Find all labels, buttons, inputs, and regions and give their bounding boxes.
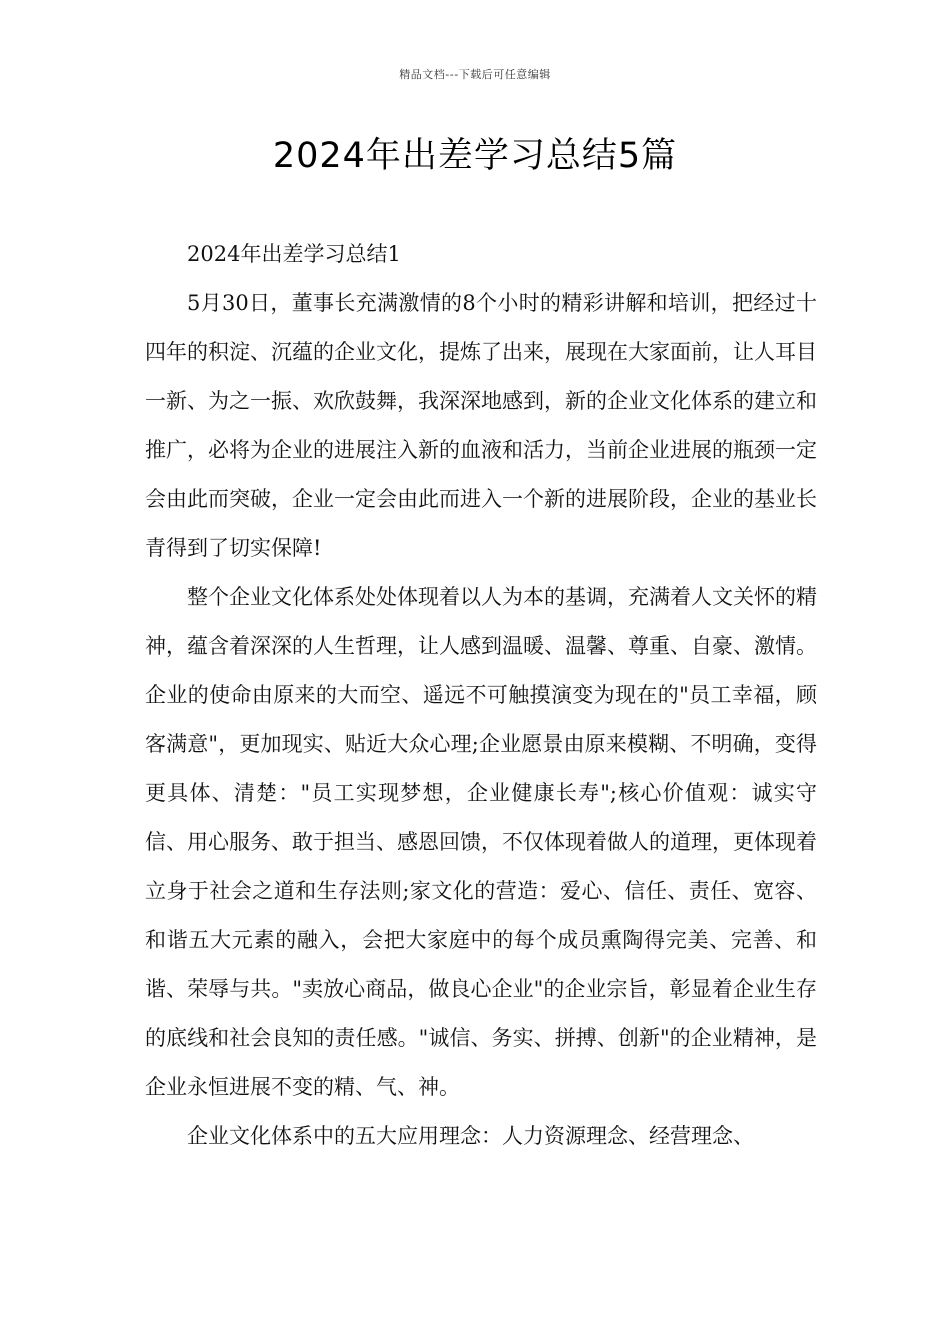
body-paragraph: 企业文化体系中的五大应用理念：人力资源理念、经营理念、 — [187, 1124, 754, 1148]
document-title: 2024年出差学习总结5篇 — [272, 136, 678, 176]
header-note: 精品文档---下载后可任意编辑 — [399, 68, 551, 81]
document-body — [145, 230, 817, 1161]
section-subtitle: 2024年出差学习总结1 — [187, 242, 401, 266]
body-paragraph: 整个企业文化体系处处体现着以人为本的基调，充满着人文关怀的精神，蕴含着深深的人生哲理，让人感到温暖、温馨、尊重、自豪、激情。企业的使命由原来的大而空、遥远不可触摸演变为现在的"员工幸福，顾客满意"，更加现实、贴近大众心理;企业愿景由原来模糊、不明确，变得更具体、清楚："员工实现梦想，企业健康长寿";核心价值观：诚实守信、用心服务、敢于担当、感恩回馈，不仅体现着做人的道理，更体现着立身于社会之道和生存法则;家文化的营造：爱心、信任、责任、宽容、和谐五大元素的融入，会把大家庭中的每个成员熏陶得完美、完善、和谐、荣辱与共。"卖放心商品，做良心企业"的企业宗旨，彰显着企业生存的底线和社会良知的责任感。"诚信、务实、拼搏、创新"的企业精神，是企业永恒进展不变的精、气、神。 — [145, 585, 817, 1099]
body-paragraph: 5月30日，董事长充满激情的8个小时的精彩讲解和培训，把经过十四年的积淀、沉蕴的企业文化，提炼了出来，展现在大家面前，让人耳目一新、为之一振、欢欣鼓舞，我深深地感到，新的企业文化体系的建立和推广，必将为企业的进展注入新的血液和活力，当前企业进展的瓶颈一定会由此而突破，企业一定会由此而进入一个新的进展阶段，企业的基业长青得到了切实保障! — [145, 291, 817, 560]
